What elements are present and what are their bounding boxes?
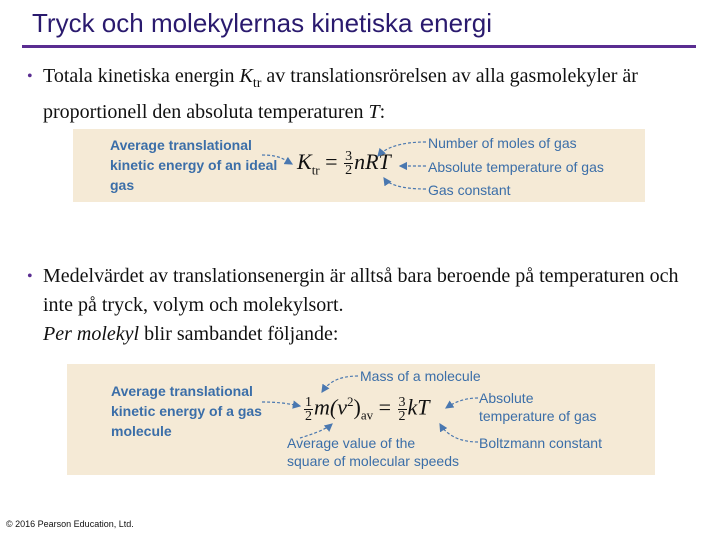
eq1-lhs-sub: tr: [311, 162, 320, 178]
annotation-boltzmann: Boltzmann constant: [479, 435, 602, 451]
eq2-frac2-den: 2: [398, 408, 406, 424]
eq2-equals: =: [378, 394, 392, 420]
annotation-mass: Mass of a molecule: [360, 368, 481, 384]
arrow-temperature-2: [446, 398, 478, 408]
arrow-mass: [322, 376, 358, 392]
eq2-av-sub: av: [360, 407, 374, 423]
arrow-label-to-eq2: [262, 402, 300, 406]
arrow-boltzmann: [440, 424, 478, 442]
bullet-1-part3: :: [379, 101, 386, 123]
annotation-gas-constant: Gas constant: [428, 182, 511, 198]
eq1-frac-num: 3: [345, 149, 353, 165]
eq1-equals: =: [325, 149, 338, 174]
equation-2-label: Average translational kinetic energy of a gas molecule: [111, 383, 262, 439]
arrow-gas-constant: [384, 178, 426, 189]
eq1-rhs: nRT: [354, 149, 391, 174]
equation-1-label: Average translational kinetic energy of an ideal gas: [110, 137, 278, 193]
eq1-frac-den: 2: [345, 163, 353, 179]
symbol-k: K: [239, 65, 253, 87]
annotation-temperature: Absolute temperature of gas: [428, 159, 604, 175]
annotation-temperature-2: Absolute temperature of gas: [479, 390, 597, 424]
bullet-2-italic: Per molekyl: [43, 323, 140, 345]
eq2-frac1-num: 1: [305, 394, 312, 410]
slide-title: Tryck och molekylernas kinetiska energi: [32, 8, 492, 38]
eq2-m: m: [314, 394, 330, 420]
bullet-dot: •: [27, 68, 33, 85]
eq2-frac2-num: 3: [398, 394, 406, 410]
bullet-dot: •: [27, 268, 33, 285]
bullet-1-part2: av translationsrörelsen av alla gasmolekyler är proportionell den absoluta temperaturen: [43, 65, 638, 123]
bullet-2-rest: blir sambandet följande:: [139, 323, 339, 345]
eq2-v-close: ): [353, 394, 361, 420]
annotation-moles: Number of moles of gas: [428, 135, 577, 151]
copyright-notice: © 2016 Pearson Education, Ltd.: [6, 519, 134, 529]
annotation-average-line2: square of molecular speeds: [287, 453, 459, 469]
arrow-average: [300, 424, 332, 438]
bullet-2-line1: Medelvärdet av translationsenergin är alltså bara beroende på temperaturen och inte på tryck, volym och molekylsort.: [43, 265, 679, 316]
eq2-kt: kT: [407, 394, 430, 420]
eq1-lhs: K: [297, 149, 312, 174]
eq2-v-exp: 2: [346, 394, 354, 409]
arrow-label-to-ktr: [262, 155, 292, 164]
eq2-frac1-den: 2: [305, 408, 312, 424]
eq2-v: (v: [329, 394, 347, 420]
symbol-t: T: [368, 101, 380, 123]
arrow-moles: [378, 142, 426, 156]
annotation-average-line1: Average value of the: [287, 435, 416, 451]
bullet-1-part1: Totala kinetiska energin: [43, 65, 240, 87]
symbol-k-sub: tr: [252, 76, 262, 91]
